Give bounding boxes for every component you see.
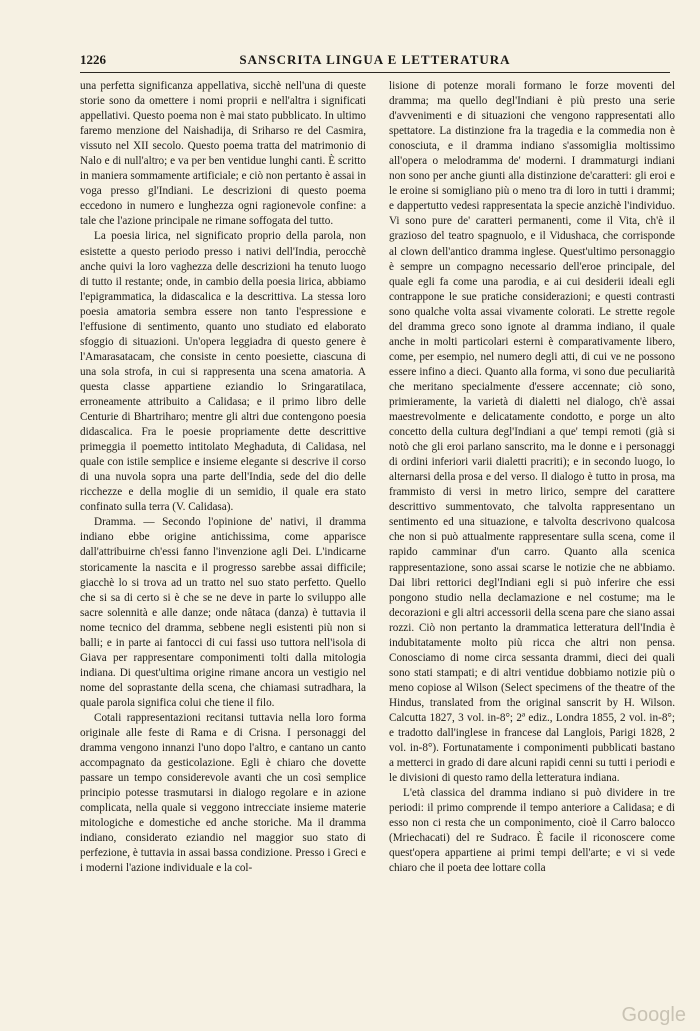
paragraph: Cotali rappresentazioni recitansi tuttavia nella loro forma originale alle feste di Rama e di Crisna. I personaggi del dramma vengono innanzi l'uno dopo l'altro, e cantano un canto accompagnato da gesticolazione. Egli è chiaro che dovette passare un tempo considerevole avanti che un così semplice principio potesse trasmutarsi in dialogo regolare e in azione complicata, nella quale si veggono intrecciate insieme materie mitologiche e domestiche ed anche storiche. Ma il dramma indiano, considerato eziandio nel maggior suo stato di perfezione, è tuttavia in assai bassa condizione. Presso i Greci e i moderni l'azione individuale e la col-	[80, 711, 366, 875]
right-column	[389, 79, 675, 1009]
paragraph-eta-classica: L'età classica del dramma indiano si può dividere in tre periodi: il primo comprende il tempo anteriore a Calidasa; e di esso non ci resta che un componimento, cioè il Carro balocco (Mriechacati) del re Sudraco. È facile il riconoscere come quest'opera appartiene ai primi tempi dell'arte; e vi si vede chiaro che il poeta dee lottare colla	[389, 787, 675, 875]
paragraph: una perfetta significanza appellativa, sicchè nell'una di queste storie sono da omettere i nomi proprii e nell'altra i significati appellativi. Questo poema non è mai stato pubblicato. In ultimo faremo menzione del Naishadija, di Sriharso re del Casmira, vissuto nel XII secolo. Questo poema tratta del matrimonio di Nalo e di null'altro; e va per ben ventidue lunghi canti. È scritto in maniera sommamente artificiale; e ciò non pertanto è assai in voga presso gl'Indiani. Le descrizioni di questo poema eccedono in numero e lunghezza ogni ragionevole confine: a tale che l'azione principale ne rimane soffogata del tutto.	[80, 80, 366, 228]
running-title: SANSCRITA LINGUA E LETTERATURA	[239, 52, 511, 67]
left-column	[80, 79, 366, 1009]
paragraph-poesia-lirica: La poesia lirica, nel significato proprio della parola, non esistette a questo periodo presso i nativi dell'India, perocchè anche quivi la loro vaghezza delle descrizioni ha tenuto luogo di tutto il restante; onde, in cambio della poesia lirica, abbiamo l'epigrammatica, la didascalica e la descrittiva. La stessa loro poesia amatoria sembra essere non tanto l'espressione e l'effusione di sentimento, quanto uno studiato ed elaborato sfoggio di situazioni. Un'opera leggiadra di questo genere è l'Amarasatacam, che consiste in cento poesiette, ciascuna di una sola strofa, in cui si rappresenta una scena amatoria. A questa classe appartiene eziandio lo Sringaratilaca, erroneamente attribuito a Calidasa; e il primo libro delle Centurie di Bhartriharo; mentre gli altri due contengono poesia didascalica. Fra le poesie propriamente dette descrittive primeggia il poemetto intitolato Meghaduta, di Calidasa, nel quale con istile semplice e insieme elegante si descrive il corso di una nuvola sopra una parte dell'India, sede del dio delle ricchezze e della moglie di un semidio, il quale era stato confinato sulla terra (V. Calidasa).	[80, 230, 366, 514]
page-number: 1226	[80, 52, 106, 67]
watermark: Google	[621, 1004, 686, 1026]
paragraph: lisione di potenze morali formano le forze moventi del dramma; ma quello degl'Indiani è più presto una serie d'avvenimenti e di situazioni che vengono rappresentati allo spettatore. La distinzione fra la tragedia e la commedia non è conosciuta, e il dramma indiano s'assomiglia moltissimo all'opera o melodramma de' moderni. I drammaturgi indiani non sono per anche giunti alla distinzione de'caratteri: gli eroi e le eroine si somigliano più o meno tra di loro in tutti i drammi; e dappertutto vedesi rappresentata la specie anzichè l'individuo. Vi sono pure de' caratteri permanenti, come il Vita, ch'è il grazioso del teatro spagnuolo, e il Vidushaca, che corrisponde al clown dell'antico dramma inglese. Quest'ultimo personaggio è sempre un compagno necessario dell'eroe principale, del quale egli fa come una parodia, e ai cui desiderii ideali egli contrappone le sue pratiche considerazioni; e questi contrasti sono qualche volta assai vivamente colorati. Le strette regole del dramma greco sono ignote al dramma indiano, il quale anche in molti particolari esterni è comparativamente libero, come, per esempio, nel numero degli atti, di cui ve ne possono essere infino a dieci. Quanto alla forma, vi sono due peculiarità che meritano specialmente d'essere accennate; ciò sono, primieramente, la varietà di dialetti nel dialogo, ch'è assai maestrevolmente e delicatamente condotto, e porge un alto concetto della cultura degl'Indiani a que' tempi remoti (già si notò che gli eroi parlano sanscrito, ma le donne e i personaggi di ordini inferiori varii dialetti pracriti); e in secondo luogo, lo alternarsi della prosa e del verso. Il dialogo è tutto in prosa, ma frammisto di versi in metro lirico, sempre del carattere descrittivo summentovato, che talvolta rappresentano un sentimento ed una situazione, e talvolta descrivono qualcosa che non si può attualmente rappresentare sulla scena, come il rapido camminar d'un carro. Quanto alla scenica rappresentazione, sono assai scarse le notizie che ne abbiamo. Dai libri rettorici degl'Indiani egli si può inferire che essi pongono studio nella declamazione e nel costume; ma le decorazioni e gli altri accessorii della scena pare che siano assai rozzi. Ciò non pertanto la drammatica letteratura dell'India è indubitatamente molto più ricca che altri non pensa. Conosciamo di nome circa sessanta drammi, dieci dei quali sono stati stampati; e di altri ventidue dobbiamo notizie più o meno copiose al Wilson (Select specimens of the theatre of the Hindus, translated from the original sanscrit by H. Wilson. Calcutta 1827, 3 vol. in-8°; 2ª ediz., Londra 1855, 2 vol. in-8°; e tradotto dall'inglese in francese dal Langlois, Parigi 1828, 2 vol. in-8°). Fortunatamente i componimenti pubblicati bastano a metterci in grado di dare alcuni rapidi cenni su tutti i periodi e le divisioni di questo ramo della letteratura indiana.	[389, 80, 675, 785]
running-header	[80, 50, 670, 73]
paragraph-dramma: Dramma. — Secondo l'opinione de' nativi, il dramma indiano ebbe origine antichissima, come apparisce dall'attribuirne ch'essi fanno l'invenzione agli Dei. L'indicarne storicamente la nascita e il progresso sarebbe assai difficile; giacchè lo si trova ad un tratto nel suo stato perfetto. Quello che si sa di certo si è che se ne deve in parte lo sviluppo alle sacre solennità e alle danze; onde nâtaca (danza) è tuttavia il nome tecnico del dramma, sebbene negli esistenti più non si balli; e in parte ai fantocci di cui fassi uso tuttora nell'isola di Giava per rappresentare componimenti tolti dalla mitologia indiana. Di quest'ultima origine rimane ancora un vestigio nel nome del soprastante della scena, che chiamasi sutradhara, la quale parola significa colui che tiene il filo.	[80, 516, 366, 709]
